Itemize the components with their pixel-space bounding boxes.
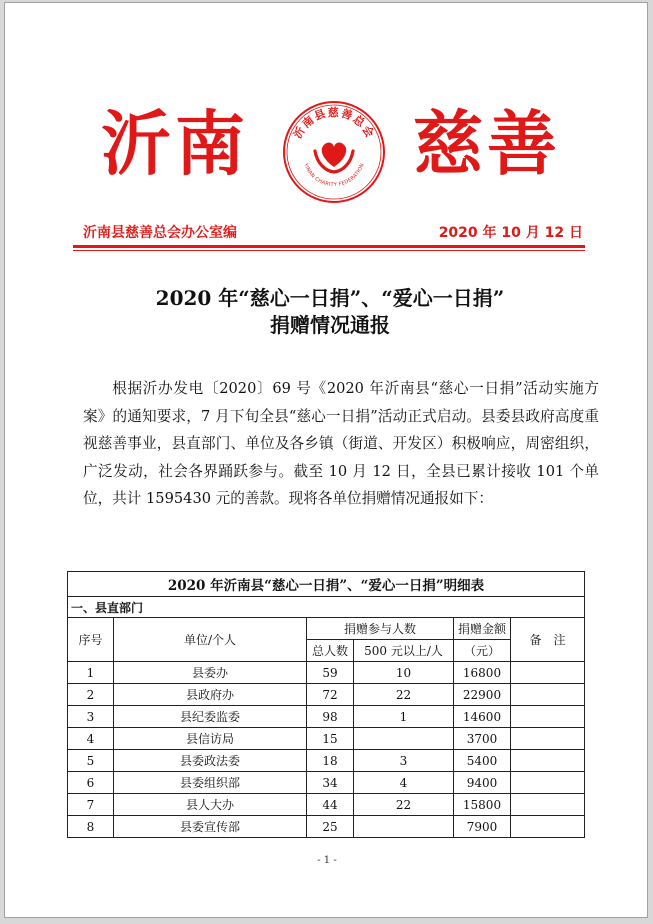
cell-unit: 县人大办 — [114, 794, 307, 816]
section-label: 一、县直部门 — [68, 597, 585, 618]
section-row — [68, 597, 585, 618]
cell-amount: 16800 — [454, 662, 511, 684]
cell-over500 — [354, 728, 454, 750]
header-no: 序号 — [68, 618, 114, 662]
table-row — [68, 794, 585, 816]
header-over500: 500 元以上/人 — [354, 640, 454, 662]
masthead-left-title: 沂南 — [101, 102, 249, 185]
header-unit: 单位/个人 — [114, 618, 307, 662]
cell-amount: 7900 — [454, 816, 511, 838]
cell-amount: 5400 — [454, 750, 511, 772]
table-row — [68, 684, 585, 706]
cell-over500: 22 — [354, 684, 454, 706]
document-title-line-2: 捐赠情况通报 — [270, 313, 390, 337]
cell-unit: 县委政法委 — [114, 750, 307, 772]
cell-total: 59 — [307, 662, 354, 684]
document-page — [4, 2, 648, 918]
body-paragraph-text: 根据沂办发电〔2020〕69 号《2020 年沂南县“慈心一日捐”活动实施方案》的通知要求，7 月下旬全县“慈心一日捐”活动正式启动。县委县政府高度重视慈善事业，县直部门、单位及各乡镇（街道、开发区）积极响应，周密组织，广泛发动，社会各界踊跃参与。截至 10 月 12 日，全县已累计接收 101 个单位，共计 1595430 元的善款。现将各单位捐赠情况通报如下： — [83, 380, 599, 507]
cell-total: 44 — [307, 794, 354, 816]
issue-date: 2020 年 10 月 12 日 — [438, 225, 583, 241]
header-rule-thick — [73, 245, 585, 248]
header-rule-thin — [73, 250, 585, 251]
header-amount-line1: 捐赠金额 — [454, 618, 511, 640]
table-row — [68, 750, 585, 772]
cell-unit: 县政府办 — [114, 684, 307, 706]
cell-remark — [511, 706, 585, 728]
table-row — [68, 772, 585, 794]
cell-over500: 4 — [354, 772, 454, 794]
cell-no: 5 — [68, 750, 114, 772]
table-row — [68, 728, 585, 750]
cell-no: 2 — [68, 684, 114, 706]
cell-total: 34 — [307, 772, 354, 794]
cell-amount: 9400 — [454, 772, 511, 794]
svg-text:沂南县慈善总会 — [290, 105, 378, 141]
cell-no: 4 — [68, 728, 114, 750]
sub-header — [83, 222, 583, 244]
donation-detail-table — [67, 571, 585, 838]
cell-over500: 10 — [354, 662, 454, 684]
cell-remark — [511, 772, 585, 794]
publisher-label: 沂南县慈善总会办公室编 — [83, 225, 237, 241]
cell-no: 1 — [68, 662, 114, 684]
table-row — [68, 662, 585, 684]
logo-top-text: 沂南县慈善总会 — [291, 106, 377, 141]
charity-federation-logo — [281, 99, 387, 205]
page-number: - 1 - — [317, 855, 337, 866]
cell-total: 98 — [307, 706, 354, 728]
cell-unit: 县委宣传部 — [114, 816, 307, 838]
cell-no: 7 — [68, 794, 114, 816]
header-total: 总人数 — [307, 640, 354, 662]
cell-unit: 县委办 — [114, 662, 307, 684]
table-title-row — [68, 572, 585, 597]
cell-total: 18 — [307, 750, 354, 772]
cell-amount: 22900 — [454, 684, 511, 706]
header-participants: 捐赠参与人数 — [307, 618, 454, 640]
cell-amount: 15800 — [454, 794, 511, 816]
cell-remark — [511, 816, 585, 838]
cell-amount: 14600 — [454, 706, 511, 728]
heart-icon — [322, 143, 346, 167]
cell-over500 — [354, 816, 454, 838]
cell-over500: 3 — [354, 750, 454, 772]
logo-bottom-text: YINAN CHARITY FEDERATION — [302, 162, 366, 189]
cell-no: 8 — [68, 816, 114, 838]
cell-remark — [511, 794, 585, 816]
table-title: 2020 年沂南县“慈心一日捐”、“爱心一日捐”明细表 — [68, 572, 585, 597]
masthead-right-title: 慈善 — [413, 102, 561, 185]
cell-unit: 县纪委监委 — [114, 706, 307, 728]
table-row — [68, 706, 585, 728]
cell-no: 3 — [68, 706, 114, 728]
header-amount-line2: （元） — [454, 640, 511, 662]
cell-unit: 县信访局 — [114, 728, 307, 750]
table-row — [68, 816, 585, 838]
cell-over500: 1 — [354, 706, 454, 728]
cell-unit: 县委组织部 — [114, 772, 307, 794]
cell-no: 6 — [68, 772, 114, 794]
table-header-row — [68, 618, 585, 640]
cell-remark — [511, 750, 585, 772]
cell-total: 25 — [307, 816, 354, 838]
cell-total: 72 — [307, 684, 354, 706]
cell-total: 15 — [307, 728, 354, 750]
body-paragraph — [83, 375, 599, 513]
cell-over500: 22 — [354, 794, 454, 816]
cell-remark — [511, 662, 585, 684]
cell-amount: 3700 — [454, 728, 511, 750]
document-title-line-1: 2020 年“慈心一日捐”、“爱心一日捐” — [155, 286, 505, 310]
header-remark: 备 注 — [511, 618, 585, 662]
cell-remark — [511, 728, 585, 750]
cell-remark — [511, 684, 585, 706]
